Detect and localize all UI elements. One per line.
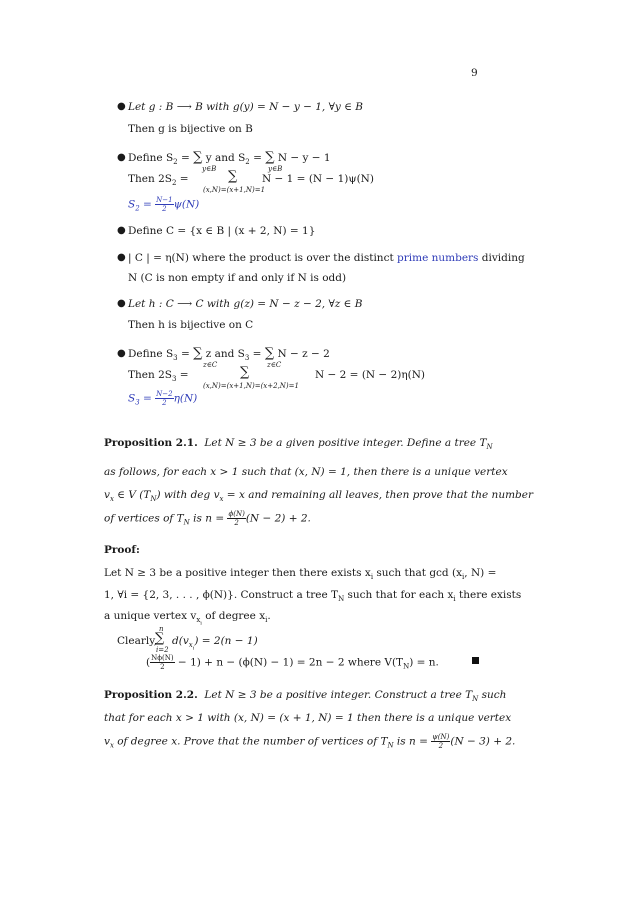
fraction: $\frac{N-1}{2}$	[156, 196, 173, 213]
sum-subscript: y∈B	[268, 165, 283, 173]
proposition-2-1-line4: of vertices of $T_N$ is n = $\frac{\phi(N)}{2}$ (N − 2) + 2.	[104, 510, 311, 527]
bullet2-line3: $S_2$ = $\frac{N-1}{2}$ ψ(N)	[128, 196, 200, 213]
sum-subscript: z∈C	[203, 361, 218, 369]
page-number: 9	[471, 67, 478, 79]
bullet6-line3: $S_3$ = $\frac{N-2}{2}$ η(N)	[128, 390, 198, 407]
sum-subscript: y∈B	[202, 165, 217, 173]
bullet2-line2-a: Then $2S_2$ =	[128, 173, 189, 188]
proof-line5: ( $\frac{N\phi(N)}{2}$ − 1) + n − (ϕ(N) − 1) = 2n − 2 where $V(T_N) = n$.	[146, 654, 439, 671]
bullet-marker: ●	[117, 298, 126, 309]
proposition-2-2-line2: that for each x > 1 with (x, N) = (x + 1, N) = 1 then there is a unique vertex	[104, 712, 512, 724]
bullet6-line2-c: N − 2 = (N − 2)η(N)	[315, 369, 426, 381]
sum-symbol: ∑	[228, 169, 238, 184]
sum-superscript: n	[159, 625, 164, 633]
prime-numbers-link[interactable]: prime numbers	[397, 252, 479, 264]
proposition-2-2-line1: Proposition 2.2. Let N ≥ 3 be a positive integer. Construct a tree $T_N$ such	[104, 689, 507, 704]
bullet5-line2: Then h is bijective on C	[128, 319, 254, 331]
bullet-marker: ●	[117, 152, 126, 163]
sum-subscript: z∈C	[267, 361, 282, 369]
sum-symbol: ∑	[155, 631, 165, 646]
proof-sum-rhs: $d(v_{x_i}) = 2(n - 1)$	[172, 635, 258, 652]
bullet-marker: ●	[117, 252, 126, 263]
fraction: $\frac{\phi(N)}{2}$	[228, 510, 245, 527]
bullet6-line2-a: Then $2S_3$ =	[128, 369, 189, 384]
sum-subscript: i=2	[156, 646, 169, 654]
bullet1-line2: Then g is bijective on B	[128, 123, 253, 135]
proposition-2-1-line1: Proposition 2.1. Let N ≥ 3 be a given positive integer. Define a tree $T_N$	[104, 437, 493, 452]
bullet4-line2: N (C is non empty if and only if N is odd)	[128, 272, 347, 284]
proof-line2: 1, ∀i = {2, 3, . . . , ϕ(N)}. Construct a tree $T_N$ such that for each $x_i$ there exists	[104, 589, 522, 604]
proof-line3: a unique vertex $v_{x_i}$ of degree $x_i$.	[104, 610, 271, 627]
sum-symbol: ∑	[193, 150, 203, 165]
sum-symbol: ∑	[193, 346, 203, 361]
bullet-marker: ●	[117, 225, 126, 236]
proposition-heading: Proposition 2.2.	[104, 689, 198, 701]
bullet-marker: ●	[117, 348, 126, 359]
bullet5-line1: Let h : C ⟶ C with g(z) = N − z − 2, ∀z ∈ B	[128, 298, 363, 310]
sum-subscript: (x,N)=(x+1,N)=(x+2,N)=1	[203, 382, 299, 390]
proof-heading: Proof:	[104, 544, 140, 556]
bullet4-line1: | C | = η(N) where the product is over the distinct prime numbers dividing	[128, 252, 525, 264]
proposition-2-1-line3: $v_x$ ∈ V $(T_N)$ with deg $v_x = x$ and remaining all leaves, then prove that the number	[104, 489, 533, 504]
bullet3-line1: Define C = {x ∈ B | (x + 2, N) = 1}	[128, 225, 316, 237]
bullet-marker: ●	[117, 101, 126, 112]
fraction: $\frac{\psi(N)}{2}$	[432, 733, 450, 750]
sum-symbol: ∑	[240, 365, 250, 380]
bullet2-line1: Define $S_2$ = ∑ y and $S_2$ = ∑ N − y − 1	[128, 150, 331, 167]
bullet6-line1: Define $S_3$ = ∑ z and $S_3$ = ∑ N − z − 2	[128, 346, 330, 363]
proposition-2-1-line2: as follows, for each x > 1 such that (x, N) = 1, then there is a unique vertex	[104, 466, 508, 478]
sum-subscript: (x,N)=(x+1,N)=1	[203, 186, 266, 194]
proposition-heading: Proposition 2.1.	[104, 437, 198, 449]
bullet2-line2-c: N − 1 = (N − 1)ψ(N)	[262, 173, 374, 185]
clearly-label: Clearly,	[117, 635, 158, 647]
proposition-2-2-line3: $v_x$ of degree x. Prove that the number of vertices of $T_N$ is n = $\frac{\psi(N)}{2}$ (N − 3) + 2.	[104, 733, 516, 750]
sum-symbol: ∑	[264, 346, 275, 361]
qed-symbol	[472, 657, 479, 664]
fraction: $\frac{N\phi(N)}{2}$	[151, 654, 174, 671]
fraction: $\frac{N-2}{2}$	[156, 390, 173, 407]
bullet1-line1: Let g : B ⟶ B with g(y) = N − y − 1, ∀y ∈ B	[128, 101, 364, 113]
sum-symbol: ∑	[265, 150, 275, 165]
proof-line1: Let N ≥ 3 be a positive integer then there exists $x_i$ such that $\gcd (x_i$, N) =	[104, 567, 497, 582]
